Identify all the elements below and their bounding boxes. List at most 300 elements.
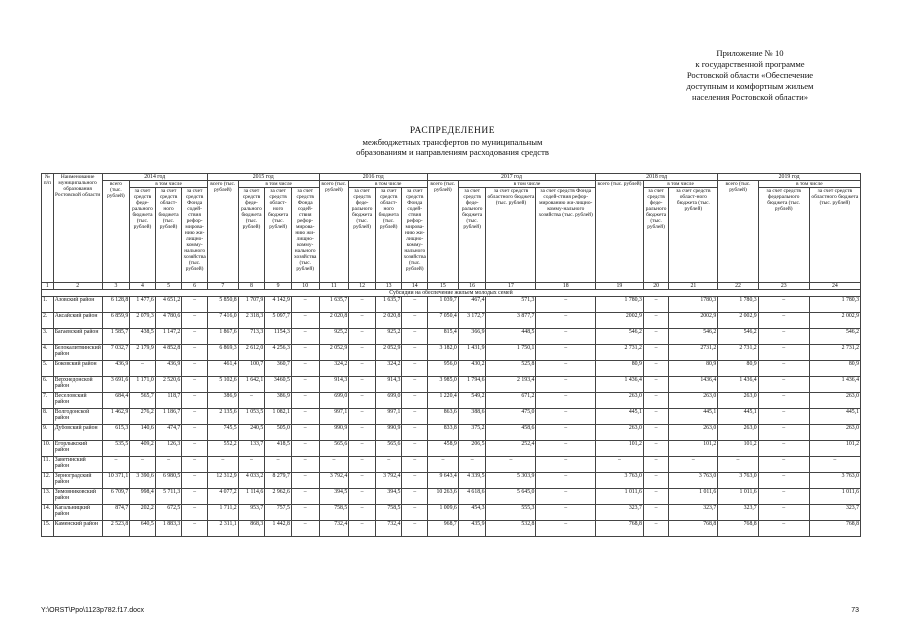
- value-cell: –: [536, 521, 596, 537]
- value-cell: –: [155, 457, 182, 473]
- value-cell: 3 763,0: [718, 473, 758, 489]
- value-cell: 552,2: [207, 441, 238, 457]
- value-cell: –: [758, 361, 809, 377]
- value-cell: –: [207, 457, 238, 473]
- table-row: [42, 361, 861, 377]
- row-number: 1.: [42, 297, 54, 313]
- value-cell: 4 033,2: [238, 473, 265, 489]
- value-cell: 3 792,4: [375, 473, 402, 489]
- value-cell: 101,2: [669, 441, 718, 457]
- value-cell: 640,5: [130, 521, 156, 537]
- value-cell: 263,0: [669, 425, 718, 441]
- value-cell: 833,8: [428, 425, 459, 441]
- value-cell: 535,5: [102, 441, 130, 457]
- value-cell: –: [402, 393, 428, 409]
- value-cell: –: [536, 361, 596, 377]
- value-cell: 565,6: [375, 441, 402, 457]
- value-cell: 815,4: [428, 329, 459, 345]
- value-cell: 1 780,3: [596, 297, 644, 313]
- value-cell: 546,2: [809, 329, 860, 345]
- value-cell: –: [536, 425, 596, 441]
- municipality-name: Верхнедонской район: [53, 377, 102, 393]
- value-cell: –: [758, 425, 809, 441]
- value-cell: –: [291, 361, 319, 377]
- value-cell: 1 711,2: [207, 505, 238, 521]
- value-cell: 1436,4: [669, 377, 718, 393]
- value-cell: 1 009,6: [428, 505, 459, 521]
- table-row: [42, 521, 861, 537]
- footer-file-path: Y:\ORST\Ppo\1123p782.f17.docx: [41, 607, 144, 614]
- value-cell: –: [758, 393, 809, 409]
- value-cell: –: [319, 457, 349, 473]
- row-number: 6.: [42, 377, 54, 393]
- value-cell: 5 102,6: [207, 377, 238, 393]
- column-number: 1: [42, 283, 54, 290]
- value-cell: 133,7: [238, 441, 265, 457]
- value-cell: 565,7: [130, 393, 156, 409]
- value-cell: 3 792,4: [319, 473, 349, 489]
- header-obl: за счет средств област-ного бюджета (тыс. рублей): [265, 188, 292, 283]
- header-year: 2018 год: [596, 174, 718, 181]
- value-cell: 436,9: [102, 361, 130, 377]
- row-number: 8.: [42, 409, 54, 425]
- value-cell: 2 962,6: [265, 489, 292, 505]
- table-row: [42, 441, 861, 457]
- value-cell: 2 052,9: [375, 345, 402, 361]
- header-incl: в том числе: [643, 181, 717, 188]
- value-cell: 409,2: [130, 441, 156, 457]
- value-cell: –: [182, 377, 208, 393]
- value-cell: 1 220,4: [428, 393, 459, 409]
- value-cell: –: [291, 345, 319, 361]
- value-cell: 435,9: [458, 521, 486, 537]
- value-cell: 745,5: [207, 425, 238, 441]
- value-cell: 9 643,4: [428, 473, 459, 489]
- row-number: 9.: [42, 425, 54, 441]
- value-cell: –: [536, 377, 596, 393]
- value-cell: 1 011,6: [596, 489, 644, 505]
- value-cell: 863,6: [428, 409, 459, 425]
- municipality-name: Азовский район: [53, 297, 102, 313]
- value-cell: 5 850,8: [207, 297, 238, 313]
- value-cell: –: [291, 377, 319, 393]
- value-cell: –: [182, 441, 208, 457]
- value-cell: 458,9: [428, 441, 459, 457]
- value-cell: 263,0: [596, 425, 644, 441]
- value-cell: 1 635,7: [319, 297, 349, 313]
- value-cell: 1 171,0: [130, 377, 156, 393]
- value-cell: –: [758, 521, 809, 537]
- value-cell: 1 436,4: [718, 377, 758, 393]
- value-cell: 4 618,6: [458, 489, 486, 505]
- appendix-line: Ростовской области «Обеспечение: [686, 70, 814, 80]
- column-number: 18: [536, 283, 596, 290]
- value-cell: –: [291, 505, 319, 521]
- value-cell: 454,3: [458, 505, 486, 521]
- value-cell: 101,2: [718, 441, 758, 457]
- header-num: № п/п: [42, 174, 54, 283]
- value-cell: –: [349, 457, 376, 473]
- header-incl: в том числе: [238, 181, 319, 188]
- value-cell: –: [291, 409, 319, 425]
- title-main: РАСПРЕДЕЛЕНИЕ: [409, 126, 496, 136]
- value-cell: 474,7: [155, 425, 182, 441]
- value-cell: 1 642,1: [238, 377, 265, 393]
- municipality-name: Боковский район: [53, 361, 102, 377]
- column-number: 19: [596, 283, 644, 290]
- value-cell: –: [349, 409, 376, 425]
- header-total: всего (тыс. рублей): [718, 181, 758, 283]
- value-cell: 418,5: [265, 441, 292, 457]
- value-cell: 1 462,9: [102, 409, 130, 425]
- value-cell: 925,2: [319, 329, 349, 345]
- value-cell: 874,7: [102, 505, 130, 521]
- value-cell: –: [536, 393, 596, 409]
- column-number: 20: [643, 283, 669, 290]
- value-cell: 1 147,2: [155, 329, 182, 345]
- row-number: 15.: [42, 521, 54, 537]
- value-cell: 1 039,7: [428, 297, 459, 313]
- value-cell: 4 780,6: [155, 313, 182, 329]
- value-cell: 2 002,9: [718, 313, 758, 329]
- value-cell: 276,2: [130, 409, 156, 425]
- value-cell: 758,5: [319, 505, 349, 521]
- header-obl: за счет средств областного бюджета (тыс. рублей): [486, 188, 536, 283]
- appendix-block: [600, 48, 900, 103]
- value-cell: –: [718, 457, 758, 473]
- value-cell: 1 707,9: [238, 297, 265, 313]
- column-number: 4: [130, 283, 156, 290]
- header-fund: за счет средств Фонда содей-ствия рефор-мирова-нию жи-лищно-комму-нального хозяйства (тыс. рублей): [291, 188, 319, 283]
- value-cell: –: [758, 345, 809, 361]
- value-cell: 4 339,5: [458, 473, 486, 489]
- value-cell: 5 097,7: [265, 313, 292, 329]
- value-cell: 263,0: [809, 425, 860, 441]
- value-cell: 5 711,3: [155, 489, 182, 505]
- value-cell: –: [643, 313, 669, 329]
- value-cell: –: [291, 441, 319, 457]
- value-cell: 1780,3: [669, 297, 718, 313]
- municipality-name: Волгодонской район: [53, 409, 102, 425]
- value-cell: 448,5: [486, 329, 536, 345]
- header-incl: в том числе: [458, 181, 595, 188]
- value-cell: –: [643, 441, 669, 457]
- value-cell: –: [291, 313, 319, 329]
- value-cell: 546,2: [718, 329, 758, 345]
- value-cell: 1 635,7: [375, 297, 402, 313]
- value-cell: 366,9: [458, 329, 486, 345]
- value-cell: 323,7: [669, 505, 718, 521]
- value-cell: 3 763,0: [669, 473, 718, 489]
- value-cell: –: [349, 377, 376, 393]
- value-cell: 4 651,2: [155, 297, 182, 313]
- value-cell: 2002,9: [669, 313, 718, 329]
- value-cell: 3 172,7: [458, 313, 486, 329]
- value-cell: 80,9: [809, 361, 860, 377]
- value-cell: –: [402, 377, 428, 393]
- value-cell: –: [349, 313, 376, 329]
- header-total: всего (тыс. рублей): [428, 181, 459, 283]
- municipality-name: Белокалитвинский район: [53, 345, 102, 361]
- value-cell: –: [758, 297, 809, 313]
- column-number: 5: [155, 283, 182, 290]
- value-cell: –: [536, 313, 596, 329]
- value-cell: 1 436,4: [809, 377, 860, 393]
- value-cell: –: [536, 329, 596, 345]
- value-cell: –: [402, 521, 428, 537]
- value-cell: 461,4: [207, 361, 238, 377]
- value-cell: 2 731,2: [718, 345, 758, 361]
- value-cell: 323,7: [809, 505, 860, 521]
- value-cell: 436,9: [155, 361, 182, 377]
- header-obl: за счет средств област-ного бюджета (тыс. рублей): [375, 188, 402, 283]
- value-cell: 546,2: [596, 329, 644, 345]
- value-cell: 2 193,4: [486, 377, 536, 393]
- value-cell: –: [643, 521, 669, 537]
- column-number: 6: [182, 283, 208, 290]
- value-cell: 1 431,9: [458, 345, 486, 361]
- header-fed: за счет средств феде-рального бюджета (тыс. рублей): [458, 188, 486, 283]
- value-cell: 1 053,5: [238, 409, 265, 425]
- value-cell: 1 883,3: [155, 521, 182, 537]
- value-cell: 758,5: [375, 505, 402, 521]
- table-row: [42, 505, 861, 521]
- value-cell: –: [182, 297, 208, 313]
- value-cell: –: [643, 457, 669, 473]
- appendix-line: к государственной программе: [695, 59, 805, 69]
- value-cell: –: [669, 457, 718, 473]
- municipality-name: Заветинский район: [53, 457, 102, 473]
- value-cell: –: [375, 457, 402, 473]
- value-cell: 445,1: [718, 409, 758, 425]
- value-cell: 445,1: [809, 409, 860, 425]
- column-number: 16: [458, 283, 486, 290]
- header-incl: в том числе: [130, 181, 208, 188]
- value-cell: –: [643, 505, 669, 521]
- value-cell: –: [238, 457, 265, 473]
- municipality-name: Зерноградский район: [53, 473, 102, 489]
- value-cell: 2 612,0: [238, 345, 265, 361]
- value-cell: 757,5: [265, 505, 292, 521]
- value-cell: 445,1: [596, 409, 644, 425]
- value-cell: 1 794,6: [458, 377, 486, 393]
- value-cell: –: [182, 505, 208, 521]
- header-year: 2015 год: [207, 174, 319, 181]
- value-cell: 2 311,1: [207, 521, 238, 537]
- value-cell: 571,3: [486, 297, 536, 313]
- value-cell: 3 390,6: [130, 473, 156, 489]
- value-cell: 430,2: [458, 361, 486, 377]
- value-cell: –: [596, 457, 644, 473]
- value-cell: 1 436,4: [596, 377, 644, 393]
- column-number: 11: [319, 283, 349, 290]
- value-cell: 868,3: [238, 521, 265, 537]
- value-cell: 1 082,1: [265, 409, 292, 425]
- value-cell: 2 020,8: [319, 313, 349, 329]
- value-cell: 998,4: [130, 489, 156, 505]
- row-number: 11.: [42, 457, 54, 473]
- value-cell: –: [643, 377, 669, 393]
- value-cell: 956,0: [428, 361, 459, 377]
- value-cell: 6 709,7: [102, 489, 130, 505]
- value-cell: 1 114,6: [238, 489, 265, 505]
- table-row: [42, 473, 861, 489]
- value-cell: 990,9: [319, 425, 349, 441]
- value-cell: 80,9: [718, 361, 758, 377]
- value-cell: 1 011,6: [809, 489, 860, 505]
- value-cell: 2731,2: [669, 345, 718, 361]
- value-cell: –: [291, 521, 319, 537]
- value-cell: 555,3: [486, 505, 536, 521]
- header-fed: за счет средств федерального бюджета (тыс. рублей): [758, 188, 809, 283]
- value-cell: 1 750,1: [486, 345, 536, 361]
- value-cell: 324,2: [375, 361, 402, 377]
- value-cell: 4 142,9: [265, 297, 292, 313]
- column-number: 17: [486, 283, 536, 290]
- value-cell: 5 303,9: [486, 473, 536, 489]
- column-number: 12: [349, 283, 376, 290]
- value-cell: 672,5: [155, 505, 182, 521]
- municipality-name: Дубовский район: [53, 425, 102, 441]
- value-cell: 2 179,9: [130, 345, 156, 361]
- value-cell: 1 780,3: [809, 297, 860, 313]
- value-cell: 3 985,0: [428, 377, 459, 393]
- value-cell: –: [758, 505, 809, 521]
- value-cell: –: [291, 329, 319, 345]
- header-incl: в том числе: [349, 181, 428, 188]
- value-cell: 4 077,2: [207, 489, 238, 505]
- table-row: [42, 393, 861, 409]
- row-number: 2.: [42, 313, 54, 329]
- value-cell: 467,4: [458, 297, 486, 313]
- municipality-name: Кагальницкий район: [53, 505, 102, 521]
- column-number: 7: [207, 283, 238, 290]
- value-cell: 80,9: [596, 361, 644, 377]
- value-cell: 118,7: [155, 393, 182, 409]
- value-cell: 445,1: [669, 409, 718, 425]
- document-title: [0, 126, 905, 157]
- value-cell: –: [291, 473, 319, 489]
- value-cell: 2 523,8: [102, 521, 130, 537]
- header-name: Наименование муниципального образования Ростовской области: [53, 174, 102, 283]
- value-cell: 546,2: [669, 329, 718, 345]
- value-cell: –: [238, 393, 265, 409]
- value-cell: –: [402, 345, 428, 361]
- value-cell: –: [758, 329, 809, 345]
- value-cell: 263,0: [809, 393, 860, 409]
- value-cell: 1 186,7: [155, 409, 182, 425]
- title-sub: образованиям и направлениям расходования средств: [356, 147, 549, 157]
- value-cell: 3 763,0: [596, 473, 644, 489]
- municipality-name: Аксайский район: [53, 313, 102, 329]
- value-cell: –: [349, 441, 376, 457]
- value-cell: –: [402, 457, 428, 473]
- value-cell: –: [758, 441, 809, 457]
- row-number: 5.: [42, 361, 54, 377]
- value-cell: 386,9: [265, 393, 292, 409]
- row-number: 10.: [42, 441, 54, 457]
- header-total: всего (тыс. рублей): [319, 181, 349, 283]
- value-cell: 768,8: [669, 521, 718, 537]
- value-cell: –: [349, 425, 376, 441]
- value-cell: –: [758, 377, 809, 393]
- value-cell: –: [349, 473, 376, 489]
- value-cell: 324,2: [319, 361, 349, 377]
- column-number: 2: [53, 283, 102, 290]
- value-cell: –: [102, 457, 130, 473]
- value-cell: 2 079,3: [130, 313, 156, 329]
- value-cell: –: [182, 361, 208, 377]
- value-cell: 2 731,2: [809, 345, 860, 361]
- value-cell: 7 416,0: [207, 313, 238, 329]
- table-row: [42, 297, 861, 313]
- value-cell: –: [643, 409, 669, 425]
- value-cell: 240,5: [238, 425, 265, 441]
- row-number: 3.: [42, 329, 54, 345]
- value-cell: –: [402, 361, 428, 377]
- table-row: [42, 457, 861, 473]
- municipality-name: Багаевский район: [53, 329, 102, 345]
- appendix-line: населения Ростовской области»: [691, 92, 808, 102]
- table-row: [42, 489, 861, 505]
- value-cell: 1 867,6: [207, 329, 238, 345]
- value-cell: 2 318,3: [238, 313, 265, 329]
- value-cell: 438,5: [130, 329, 156, 345]
- column-number: 14: [402, 283, 428, 290]
- row-number: 14.: [42, 505, 54, 521]
- value-cell: 3 691,6: [102, 377, 130, 393]
- municipality-name: Егорлыкский район: [53, 441, 102, 457]
- value-cell: 7 032,7: [102, 345, 130, 361]
- value-cell: 263,0: [718, 393, 758, 409]
- value-cell: –: [536, 345, 596, 361]
- value-cell: 3 763,0: [809, 473, 860, 489]
- value-cell: –: [291, 297, 319, 313]
- value-cell: –: [402, 329, 428, 345]
- value-cell: 768,8: [718, 521, 758, 537]
- value-cell: –: [182, 473, 208, 489]
- value-cell: 12 312,9: [207, 473, 238, 489]
- row-number: 12.: [42, 473, 54, 489]
- column-number-row: [42, 283, 861, 290]
- column-number: 22: [718, 283, 758, 290]
- row-number: 4.: [42, 345, 54, 361]
- value-cell: –: [536, 473, 596, 489]
- value-cell: 532,8: [486, 521, 536, 537]
- value-cell: 360,7: [265, 361, 292, 377]
- value-cell: 5 645,0: [486, 489, 536, 505]
- header-total: всего (тыс. рублей): [207, 181, 238, 283]
- value-cell: –: [758, 409, 809, 425]
- header-obl: за счет средств област-ного бюджета (тыс. рублей): [669, 188, 718, 283]
- header-fed: за счет средств феде-рального бюджета (тыс. рублей): [130, 188, 156, 283]
- value-cell: –: [643, 393, 669, 409]
- table-row: [42, 313, 861, 329]
- row-number: 13.: [42, 489, 54, 505]
- value-cell: 699,0: [375, 393, 402, 409]
- value-cell: –: [130, 361, 156, 377]
- value-cell: 2 002,9: [809, 313, 860, 329]
- value-cell: 1 780,3: [718, 297, 758, 313]
- value-cell: –: [402, 489, 428, 505]
- appendix-line: доступным и комфортным жильем: [686, 81, 814, 91]
- value-cell: –: [402, 313, 428, 329]
- column-number: 21: [669, 283, 718, 290]
- header-fed: за счет средств феде-рального бюджета (тыс. рублей): [349, 188, 376, 283]
- municipality-name: Каменский район: [53, 521, 102, 537]
- value-cell: –: [536, 297, 596, 313]
- value-cell: –: [402, 297, 428, 313]
